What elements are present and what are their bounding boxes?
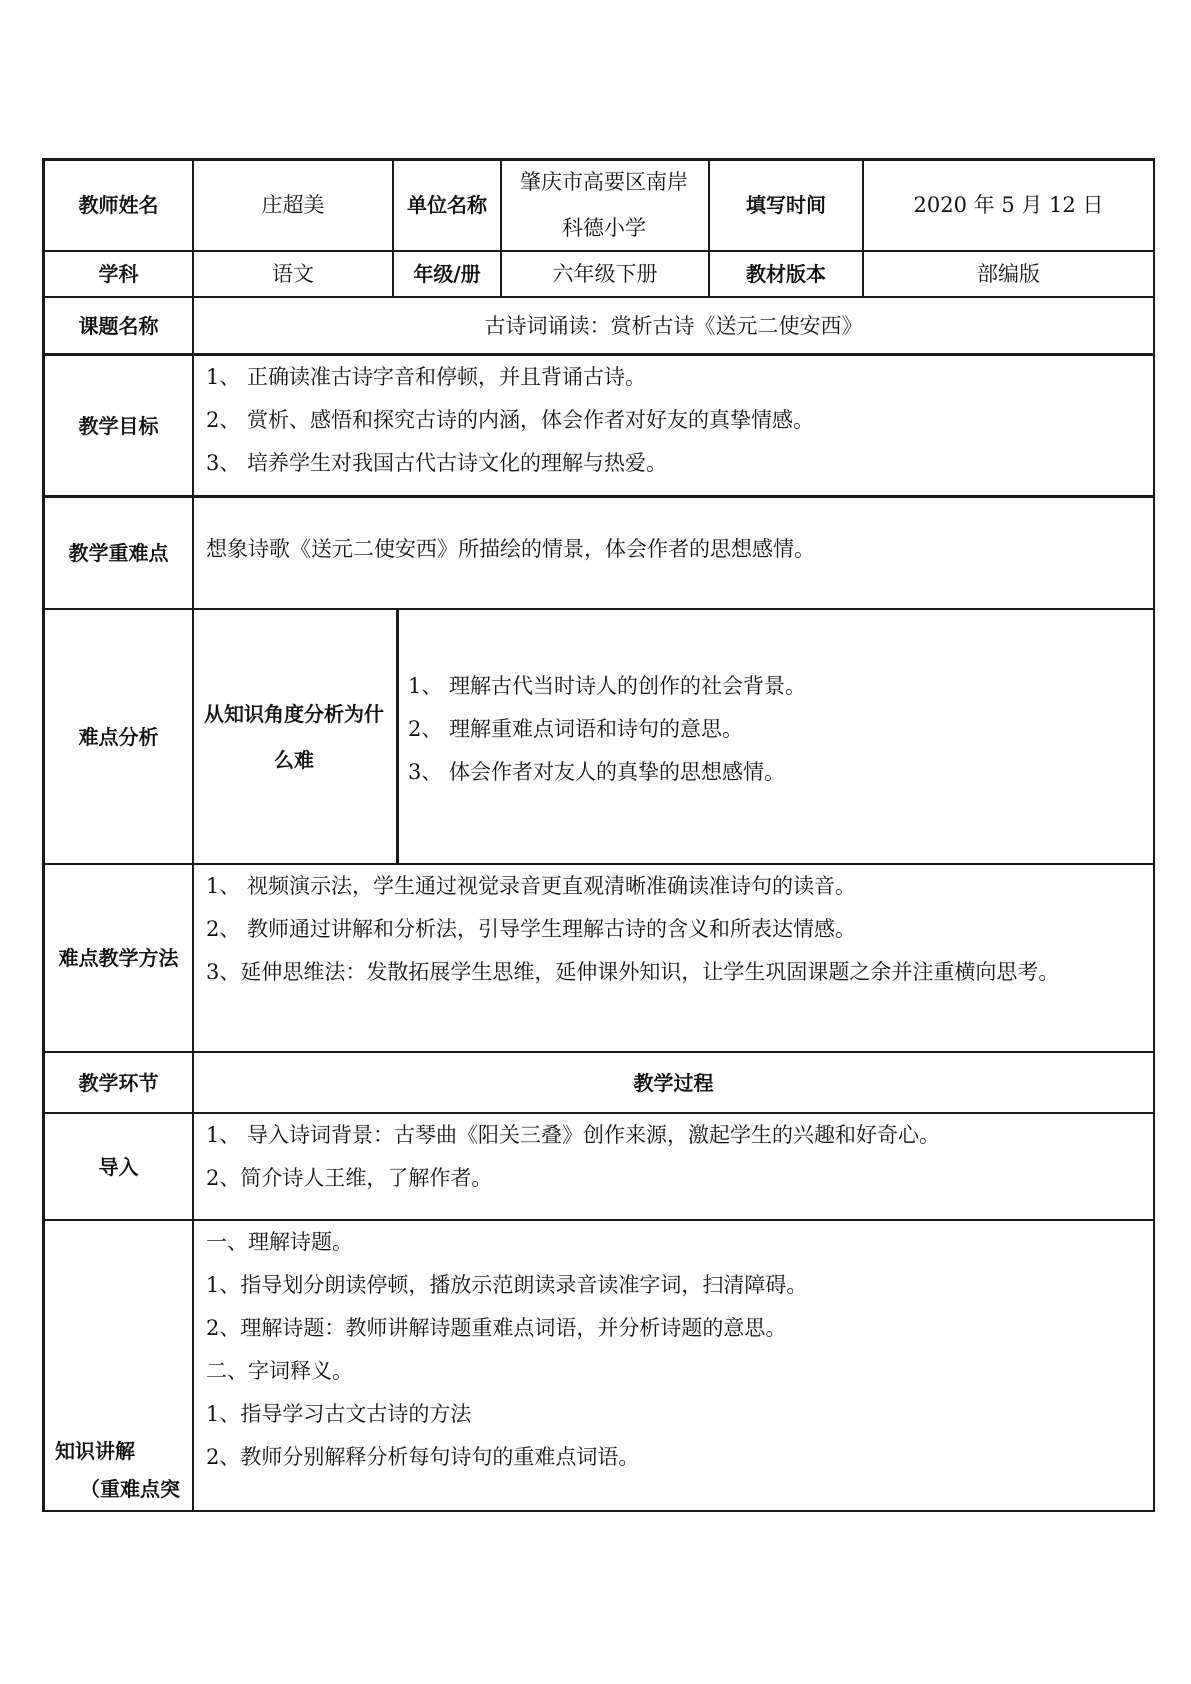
list-item: 2、简介诗人王维，了解作者。 [206, 1166, 493, 1190]
fill-time-label: 填写时间 [746, 193, 826, 217]
table-border-bottom [42, 1510, 1155, 1512]
difficulty-analysis-label: 难点分析 [78, 724, 159, 749]
teacher-name-value: 庄超美 [261, 193, 325, 217]
methods-label: 难点教学方法 [58, 946, 179, 970]
unit-name-value: 肇庆市高要区南岸科德小学 [520, 170, 688, 240]
list-item: 1、 导入诗词背景：古琴曲《阳关三叠》创作来源，激起学生的兴趣和好奇心。 [206, 1123, 941, 1147]
stage-label: 教学环节 [78, 1070, 159, 1095]
knowledge-angle-label: 从知识角度分析为什么难 [204, 701, 384, 772]
teacher-name-label: 教师姓名 [78, 193, 159, 217]
methods-list [206, 865, 1155, 994]
difficulty-list [408, 665, 1155, 794]
edition-value: 部编版 [977, 262, 1040, 286]
knowledge-list [206, 1221, 1155, 1479]
list-item: 2、理解诗题：教师讲解诗题重难点词语，并分析诗题的意思。 [206, 1316, 787, 1340]
list-item: 2、教师分别解释分析每句诗句的重难点词语。 [206, 1445, 640, 1469]
list-item: 1、 正确读准古诗字音和停顿，并且背诵古诗。 [206, 365, 647, 389]
subject-label: 学科 [98, 262, 139, 286]
list-item: 1、 理解古代当时诗人的创作的社会背景。 [408, 674, 807, 698]
list-item: 2、 理解重难点词语和诗句的意思。 [408, 717, 744, 741]
process-label: 教学过程 [633, 1070, 714, 1095]
key-points-label: 教学重难点 [68, 541, 169, 565]
intro-label: 导入 [98, 1154, 139, 1179]
list-item: 1、 视频演示法，学生通过视觉录音更直观清晰准确读准诗句的读音。 [206, 874, 857, 898]
list-item: 3、 培养学生对我国古代古诗文化的理解与热爱。 [206, 451, 668, 475]
knowledge-sub-label: （重难点突 [80, 1477, 180, 1501]
intro-list [206, 1114, 1155, 1200]
grade-label: 年级/册 [413, 262, 481, 286]
row-divider [42, 495, 1155, 498]
goals-label: 教学目标 [78, 413, 159, 438]
list-item: 2、 教师通过讲解和分析法，引导学生理解古诗的含义和所表达情感。 [206, 917, 857, 941]
list-item: 3、延伸思维法：发散拓展学生思维，延伸课外知识，让学生巩固课题之余并注重横向思考。 [206, 960, 1060, 984]
fill-time-value: 2020 年 5 月 12 日 [913, 193, 1104, 217]
list-item: 1、指导学习古文古诗的方法 [206, 1402, 472, 1426]
column-divider [192, 158, 194, 1512]
list-item: 二、字词释义。 [206, 1359, 353, 1383]
subject-value: 语文 [272, 262, 314, 286]
topic-label: 课题名称 [78, 313, 159, 338]
list-item: 一、理解诗题。 [206, 1230, 353, 1254]
list-item: 3、 体会作者对友人的真挚的思想感情。 [408, 760, 786, 784]
list-item: 2、 赏析、感悟和探究古诗的内涵，体会作者对好友的真挚情感。 [206, 408, 815, 432]
knowledge-label: 知识讲解 [55, 1439, 135, 1463]
grade-value: 六年级下册 [552, 262, 658, 286]
unit-name-label: 单位名称 [407, 193, 487, 217]
edition-label: 教材版本 [746, 262, 826, 286]
goals-list [206, 356, 1155, 485]
topic-value: 古诗词诵读：赏析古诗《送元二使安西》 [484, 313, 863, 338]
list-item: 想象诗歌《送元二使安西》所描绘的情景，体会作者的思想感情。 [206, 537, 815, 561]
key-points-text [206, 528, 1155, 571]
list-item: 1、指导划分朗读停顿，播放示范朗读录音读准字词，扫清障碍。 [206, 1273, 808, 1297]
column-divider [396, 608, 399, 865]
